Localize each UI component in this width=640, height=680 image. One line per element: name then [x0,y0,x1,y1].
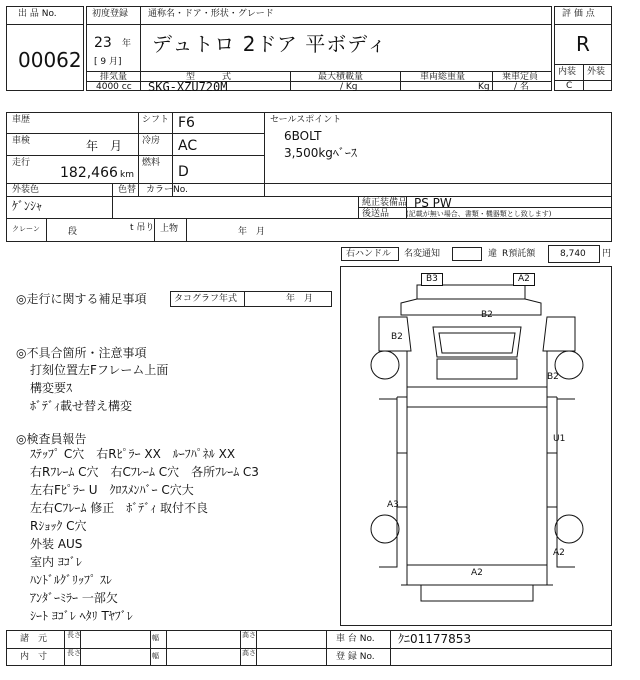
travel-remarks-label: ◎走行に関する補足事項 [16,292,147,306]
inspector-label: ◎検査員報告 [16,432,87,446]
lot-number: 00062 [18,48,82,72]
history-label: 車歴 [12,115,31,125]
faults-label: ◎不具合箇所・注意事項 [16,346,147,360]
width-label-1: 幅 [152,634,159,642]
steering-value: 右ハンドル [346,249,392,259]
mileage-label: 走行 [12,158,31,168]
sales-point-1: 6BOLT [284,129,322,143]
max-load-value: / Kg [340,82,358,92]
inspector-line-4: 左右Cﾌﾚｰﾑ 修正 ﾎﾞﾃﾞｨ 取付不良 [30,501,209,515]
displacement-value: 4000 cc [96,82,132,92]
max-load-label: 最大積載量 [318,72,364,82]
inspector-line-10: ｼｰﾄ ﾖｺﾞﾚ ﾍﾀﾘ Tﾔﾌﾞﾚ [30,609,133,623]
chassis-number: ｸﾆ01177853 [398,632,472,646]
rating-label: 評 価 点 [562,9,595,19]
upper-value: 年 月 [238,227,266,237]
lot-label: 出 品 No. [18,9,57,19]
length-label-2: 長さ [67,649,81,657]
color-code-label: カラーNo. [146,185,188,195]
mark-b2-left: B2 [391,332,403,342]
color-value: ｹﾞﾝｼｬ [12,199,43,213]
sales-point-2: 3,500kgﾍﾞｰｽ [284,146,357,160]
inspection-label: 車検 [12,136,31,146]
fault-3: ﾎﾞﾃﾞｨ載せ替え構変 [30,399,133,413]
reg-month: [ 9 月] [94,57,122,67]
inspector-line-5: Rｼｮｯｸ C穴 [30,519,87,533]
fault-2: 構変要ｽ [30,381,73,395]
mark-a3: A3 [387,500,399,510]
sales-point-label: セールスポイント [270,115,342,125]
crane-stage: 段 [68,227,78,237]
inspector-line-3: 左右Fﾋﾟﾗｰ U ｸﾛｽﾒﾝﾊﾞｰ C穴大 [30,483,194,497]
shift-label: シフト [142,115,170,125]
mark-b2-top: B2 [481,310,493,320]
model-code-value: SKG-XZU720M [148,80,228,94]
model-code-label: 型 式 [186,72,232,82]
reg-year: 23 [94,35,112,51]
r-deposit-unit: 円 [602,249,612,259]
aircon-label: 冷房 [142,136,161,146]
mark-a2-top: A2 [513,273,535,286]
interior-grade-label: 内装 [558,67,577,77]
registration-label: 登 録 No. [336,652,375,662]
inspector-line-9: ｱﾝﾀﾞｰﾐﾗｰ 一部欠 [30,591,118,605]
model-name: デュトロ 2ドア 平ボディ [152,32,388,56]
r-deposit-label: R預託額 [502,249,536,259]
equipment-value: PS PW [414,196,452,210]
exterior-grade-label: 外装 [587,67,606,77]
dims-label: 諸 元 [20,634,48,644]
first-reg-label: 初度登録 [92,9,129,19]
tachograph-label: タコグラフ年式 [174,294,238,304]
inspection-value: 年 月 [86,139,123,153]
length-label-1: 長さ [67,631,81,639]
mark-b2-right: B2 [547,372,559,382]
color-change-label: 色替 [118,185,137,195]
fuel-label: 燃料 [142,158,161,168]
crane-label: クレーン [12,225,40,233]
mark-a2-right: A2 [553,548,565,558]
aftermarket-label: 後送品 [362,209,390,219]
crane-ton: t 吊り [130,223,155,233]
capacity-value: / 名 [514,82,529,92]
inspector-line-1: ｽﾃｯﾌﾟ C穴 右Rﾋﾟﾗｰ XX ﾙｰﾌﾊﾟﾈﾙ XX [30,447,236,461]
inspector-line-7: 室内 ﾖｺﾞﾚ [30,555,82,569]
mark-a2-bottom: A2 [471,568,483,578]
tachograph-value: 年 月 [286,294,314,304]
chassis-label: 車 台 No. [336,634,375,644]
color-label: 外装色 [12,185,40,195]
upper-label: 上物 [160,224,179,234]
equipment-label: 純正装備品 [362,198,408,208]
mark-b3: B3 [421,273,443,286]
height-label-2: 高さ [242,649,256,657]
inspector-line-2: 右Rﾌﾚｰﾑ C穴 右Cﾌﾚｰﾑ C穴 各所ﾌﾚｰﾑ C3 [30,465,259,479]
name-label: 通称名・ドア・形状・グレード [148,9,274,19]
reg-year-unit: 年 [122,39,132,49]
name-change-label: 名変通知 [404,249,441,259]
fault-1: 打刻位置左Fフレーム上面 [30,363,169,377]
displacement-label: 排気量 [100,72,128,82]
inspector-line-8: ﾊﾝﾄﾞﾙｸﾞﾘｯﾌﾟ ｽﾚ [30,573,112,587]
gross-weight-label: 車両総重量 [420,72,466,82]
rating-value: R [576,32,590,56]
defect-label: 違 [488,249,498,259]
vehicle-diagram [340,266,612,626]
capacity-label: 乗車定員 [502,72,539,82]
inspector-line-6: 外装 AUS [30,537,83,551]
name-change-box [452,247,482,261]
aircon-value: AC [178,138,198,154]
fuel-value: D [178,164,189,180]
mileage-unit: km [120,170,134,180]
shift-value: F6 [178,115,195,131]
gross-weight-value: Kg [478,82,490,92]
width-label-2: 幅 [152,652,159,660]
aftermarket-note: (記載が無い場合、書類・機器類とし致します) [406,210,552,218]
height-label-1: 高さ [242,631,256,639]
mark-u1: U1 [553,434,566,444]
interior-grade: C [566,81,573,91]
interior-dims-label: 内 寸 [20,652,48,662]
r-deposit-amount: 8,740 [560,249,586,259]
mileage-value: 182,466 [60,165,118,181]
